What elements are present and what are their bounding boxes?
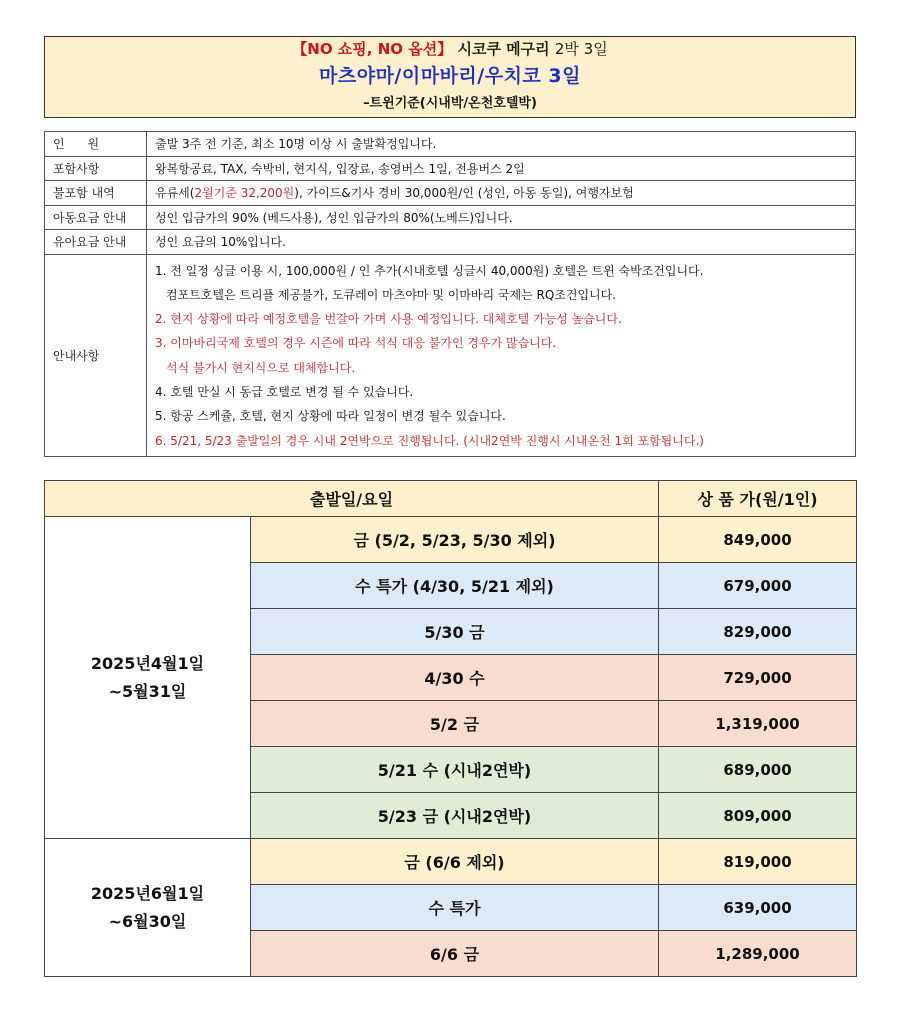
header-date: 출발일/요일	[45, 481, 659, 517]
price-value: 639,000	[659, 885, 857, 931]
info-row-people	[45, 132, 856, 157]
price-value: 849,000	[659, 517, 857, 563]
period-end: ~5월31일	[108, 681, 187, 701]
period-start: 2025년4월1일	[90, 653, 205, 673]
info-row-child-fare	[45, 205, 856, 230]
info-text: 성인 입금가의 90% (베드사용), 성인 입금가의 80%(노베드)입니다.	[147, 205, 856, 230]
price-header-row	[45, 481, 857, 517]
period-start: 2025년6월1일	[90, 883, 205, 903]
note-line: 석식 불가시 현지식으로 대체합니다.	[166, 360, 356, 375]
info-row-included	[45, 156, 856, 181]
tour-header	[44, 36, 856, 118]
price-value: 829,000	[659, 609, 857, 655]
price-value: 679,000	[659, 563, 857, 609]
info-text: 출발 3주 전 기준, 최소 10명 이상 시 출발확정입니다.	[147, 132, 856, 157]
price-value: 1,289,000	[659, 931, 857, 977]
fuel-surcharge-amount: 2월기준 32,200원	[194, 186, 295, 201]
info-row-infant-fare	[45, 230, 856, 255]
price-row	[45, 839, 857, 885]
departure-item: 금 (6/6 제외)	[251, 839, 659, 885]
header-price: 상 품 가(원/1인)	[659, 481, 857, 517]
note-line: 4. 호텔 만실 시 동급 호텔로 변경 될 수 있습니다.	[155, 384, 414, 399]
price-value: 1,319,000	[659, 701, 857, 747]
notes-list	[155, 255, 847, 456]
info-label: 인 원	[45, 132, 147, 157]
note-line: 6. 5/21, 5/23 출발일의 경우 시내 2연박으로 진행됩니다. (시내2연박 진행시 시내온천 1회 포함됩니다.)	[155, 433, 704, 448]
info-label: 불포함 내역	[45, 181, 147, 206]
departure-item: 금 (5/2, 5/23, 5/30 제외)	[251, 517, 659, 563]
info-row-excluded	[45, 181, 856, 206]
note-line: 1. 전 일정 싱글 이용 시, 100,000원 / 인 추가(시내호텔 싱글시 40,000원) 호텔은 트윈 숙박조건입니다.	[155, 263, 704, 278]
departure-item: 수 특가	[251, 885, 659, 931]
note-line: 3. 이마바리국제 호텔의 경우 시즌에 따라 석식 대응 불가인 경우가 많습니다.	[155, 336, 557, 351]
info-label: 유아요금 안내	[45, 230, 147, 255]
departure-item: 수 특가 (4/30, 5/21 제외)	[251, 563, 659, 609]
fuel-surcharge-pre: 유류세(	[155, 186, 195, 201]
tour-subtitle: –트윈기준(시내박/온천호텔박)	[363, 96, 537, 111]
departure-item: 5/2 금	[251, 701, 659, 747]
tour-title: 마츠야마/이마바리/우치코 3일	[319, 65, 581, 87]
info-text: 왕복항공료, TAX, 숙박비, 현지식, 입장료, 송영버스 1일, 전용버스 2일	[147, 156, 856, 181]
no-shopping-tag: 【NO 쇼핑, NO 옵션】	[292, 40, 453, 58]
route-name: 시코쿠 메구리	[457, 40, 550, 58]
departure-item: 5/23 금 (시내2연박)	[251, 793, 659, 839]
departure-item: 5/30 금	[251, 609, 659, 655]
notes-cell	[147, 254, 856, 456]
price-value: 689,000	[659, 747, 857, 793]
nights-label: 2박 3일	[554, 40, 608, 58]
departure-item: 4/30 수	[251, 655, 659, 701]
note-line: 2. 현지 상황에 따라 예정호텔을 번갈아 가며 사용 예정입니다. 대체호텔 가능성 높습니다.	[155, 312, 622, 327]
note-line: 5. 항공 스케쥴, 호텔, 현지 상황에 따라 일정이 변경 될수 있습니다.	[155, 409, 506, 424]
fuel-surcharge-post: ), 가이드&기사 경비 30,000원/인 (성인, 아동 동일), 여행자보험	[294, 186, 634, 201]
info-text	[147, 181, 856, 206]
price-table	[44, 480, 857, 977]
period-cell	[45, 839, 251, 977]
departure-item: 5/21 수 (시내2연박)	[251, 747, 659, 793]
info-label: 포함사항	[45, 156, 147, 181]
price-row	[45, 517, 857, 563]
period-cell	[45, 517, 251, 839]
note-line: 컴포트호텔은 트리플 제공불가, 도큐레이 마츠야마 및 이마바리 국제는 RQ조건입니다.	[166, 287, 617, 302]
info-row-notes	[45, 254, 856, 456]
departure-item: 6/6 금	[251, 931, 659, 977]
info-label: 안내사항	[45, 254, 147, 456]
price-value: 729,000	[659, 655, 857, 701]
info-text: 성인 요금의 10%입니다.	[147, 230, 856, 255]
header-tag-line	[45, 39, 855, 59]
info-label: 아동요금 안내	[45, 205, 147, 230]
info-table	[44, 131, 856, 457]
period-end: ~6월30일	[108, 911, 187, 931]
price-value: 809,000	[659, 793, 857, 839]
price-value: 819,000	[659, 839, 857, 885]
